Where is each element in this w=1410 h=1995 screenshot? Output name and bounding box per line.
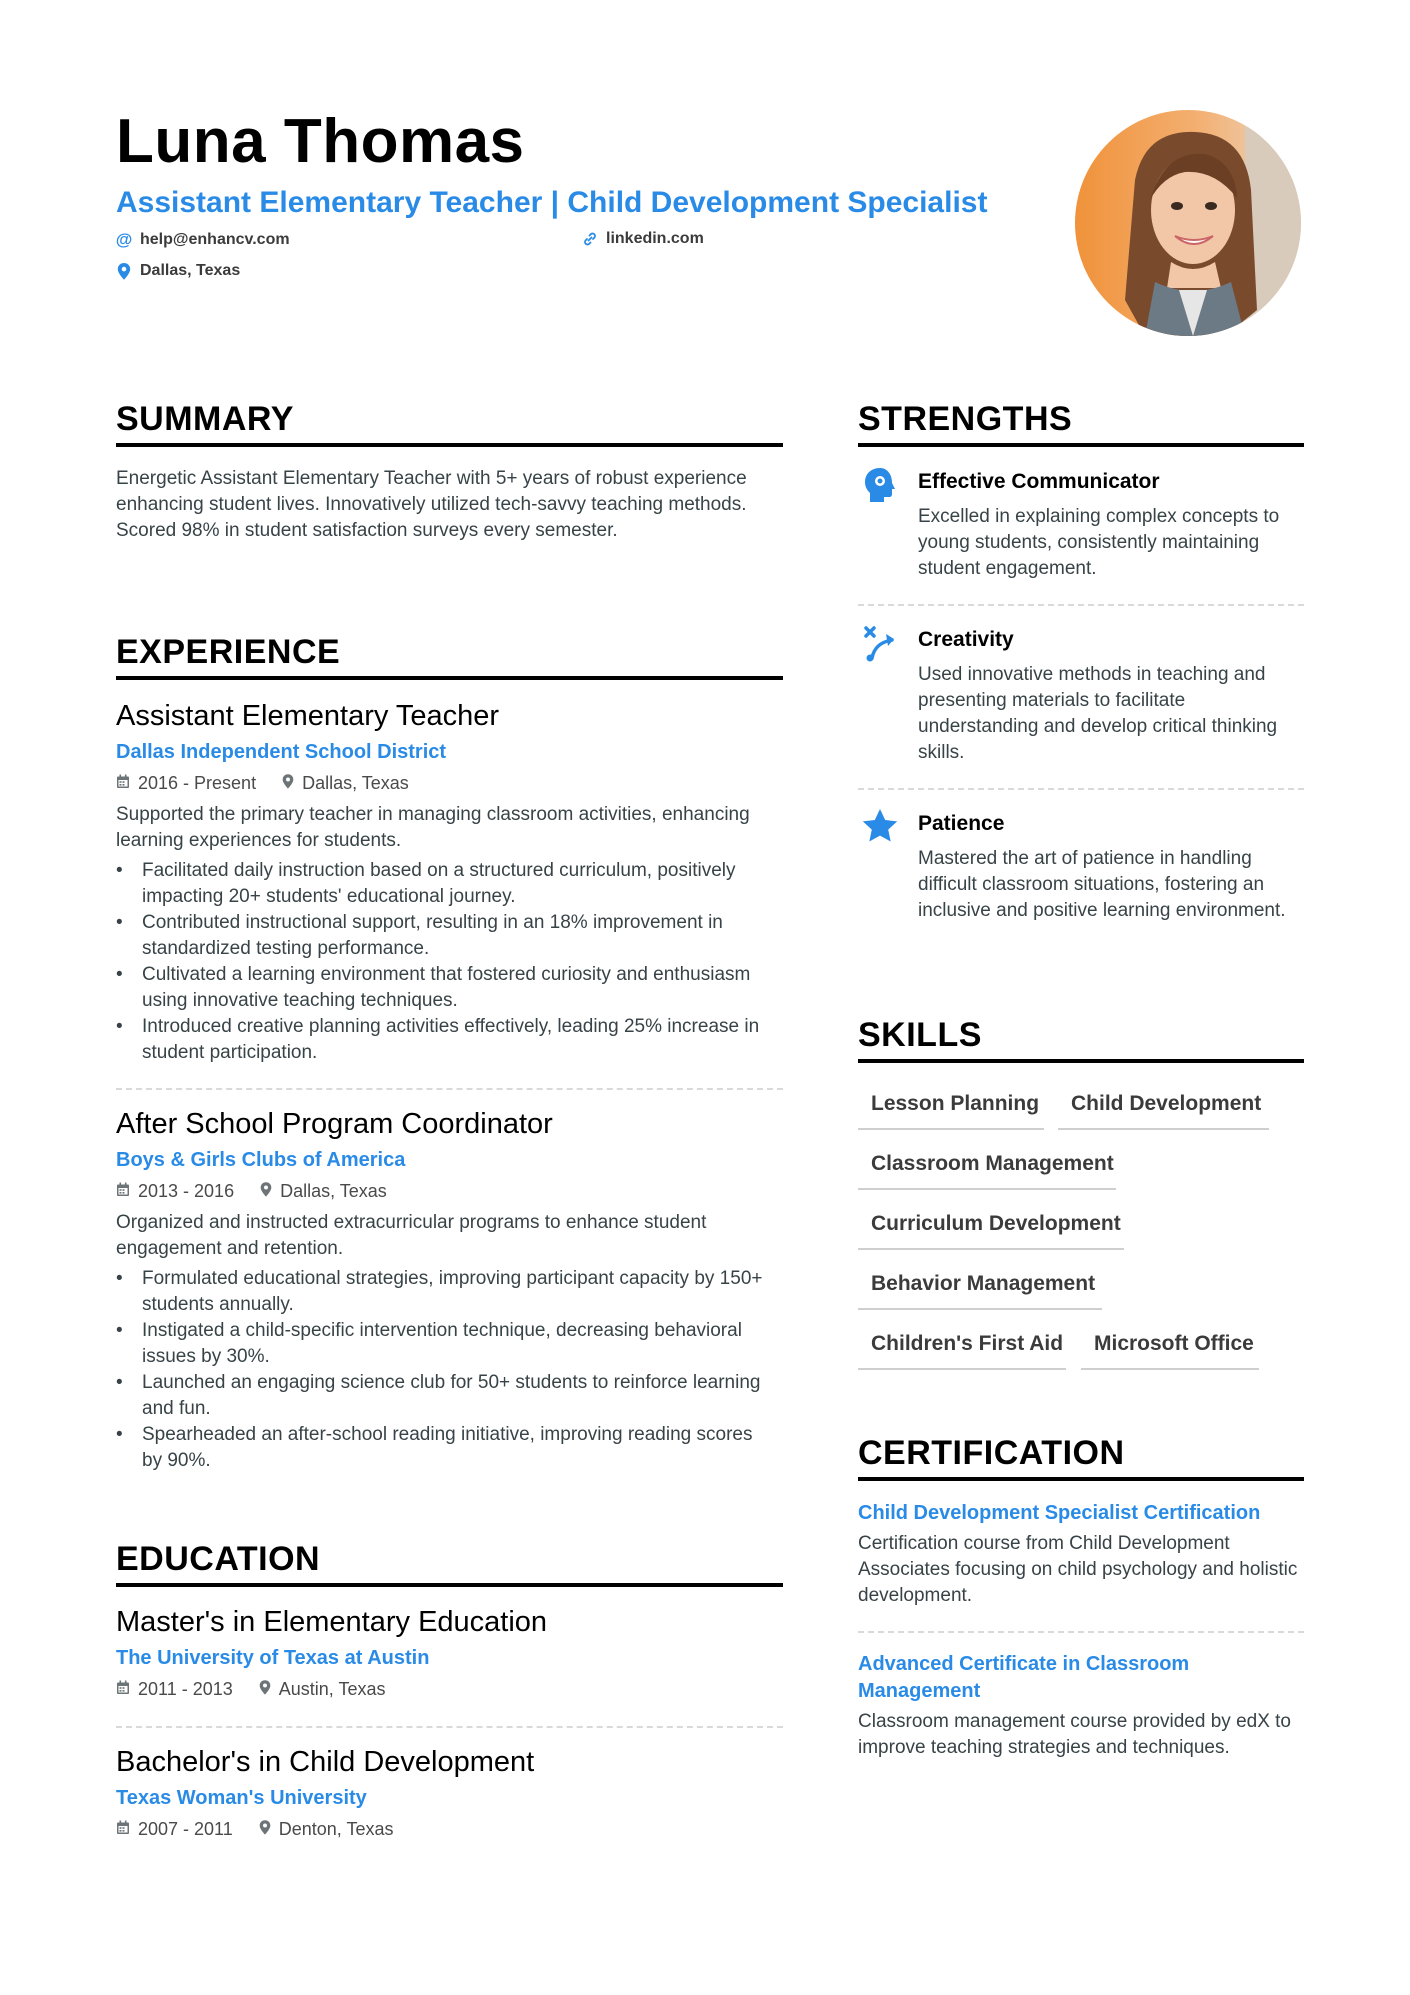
job-title: After School Program Coordinator: [116, 1108, 553, 1140]
section-rule: [116, 443, 783, 447]
strength-title: Patience: [918, 812, 1005, 835]
job-bullets: [116, 1266, 776, 1474]
certification-title: Child Development Specialist Certification: [858, 1502, 1261, 1524]
section-title-experience: EXPERIENCE: [116, 633, 341, 671]
job-title: Assistant Elementary Teacher: [116, 700, 500, 732]
skill-tag: Lesson Planning: [858, 1092, 1044, 1130]
education-location: Austin, Texas: [278, 1679, 386, 1699]
job-meta: [116, 773, 783, 794]
job-bullets: [116, 858, 776, 1066]
skill-tag: Curriculum Development: [858, 1212, 1124, 1250]
section-rule: [858, 1059, 1304, 1063]
bullet-item: • Contributed instructional support, resulting in an 18% improvement in standardized testing performance.: [116, 910, 776, 962]
contact-email[interactable]: [116, 230, 290, 250]
calendar-icon: [116, 1680, 130, 1700]
section-rule: [116, 1583, 783, 1587]
education-entry: [116, 1746, 783, 1840]
education-dates: 2011 - 2013: [138, 1679, 233, 1699]
section-title-skills: SKILLS: [858, 1016, 982, 1054]
contact-linkedin[interactable]: [582, 230, 704, 248]
bullet-item: • Formulated educational strategies, improving participant capacity by 150+ students annually.: [116, 1266, 776, 1318]
location-pin-icon: [260, 1182, 272, 1202]
degree-title: Master's in Elementary Education: [116, 1606, 548, 1638]
bullet-item: • Spearheaded an after-school reading initiative, improving reading scores by 90%.: [116, 1422, 776, 1474]
job-description: Supported the primary teacher in managing classroom activities, enhancing learning experiences for students.: [116, 804, 750, 851]
summary-text: Energetic Assistant Elementary Teacher with 5+ years of robust experience enhancing student lives. Innovatively utilized tech-savvy teaching methods. Scored 98% in student satisfaction surveys every semester.: [116, 468, 747, 541]
section-title-strengths: STRENGTHS: [858, 400, 1073, 438]
at-icon: @: [115, 230, 133, 249]
strategy-icon: [862, 624, 900, 662]
certification-text: Certification course from Child Development Associates focusing on child psychology and holistic development.: [858, 1533, 1298, 1606]
star-icon: [862, 808, 900, 846]
bullet-item: • Cultivated a learning environment that fostered curiosity and enthusiasm using innovative teaching techniques.: [116, 962, 776, 1014]
location-text: Dallas, Texas: [140, 262, 241, 279]
entry-divider: [116, 1726, 783, 1728]
email-text: help@enhancv.com: [140, 231, 290, 248]
education-dates: 2007 - 2011: [138, 1819, 233, 1839]
strength-item: [918, 628, 1308, 766]
school-name: Texas Woman's University: [116, 1787, 367, 1809]
entry-divider: [858, 604, 1304, 606]
experience-entry: [116, 700, 783, 1066]
certification-text: Classroom management course provided by edX to improve teaching strategies and techniques.: [858, 1711, 1292, 1758]
skill-tag: Children's First Aid: [858, 1332, 1066, 1370]
experience-entry: [116, 1108, 783, 1474]
bullet-item: • Introduced creative planning activities effectively, leading 25% increase in student participation.: [116, 1014, 776, 1066]
school-name: The University of Texas at Austin: [116, 1647, 430, 1669]
section-title-certification: CERTIFICATION: [858, 1434, 1125, 1472]
company-name: Dallas Independent School District: [116, 741, 447, 763]
certification-item: [858, 1500, 1304, 1609]
section-rule: [116, 676, 783, 680]
job-location: Dallas, Texas: [302, 773, 409, 793]
education-entry: [116, 1606, 783, 1700]
bullet-item: • Facilitated daily instruction based on a structured curriculum, positively impacting 20+ students' educational journey.: [116, 858, 776, 910]
location-pin-icon: [282, 774, 294, 794]
entry-divider: [858, 1631, 1304, 1633]
contact-location: [116, 262, 240, 280]
strength-title: Effective Communicator: [918, 470, 1160, 493]
location-pin-icon: [116, 263, 132, 280]
entry-divider: [116, 1088, 783, 1090]
profile-photo: [1075, 110, 1301, 336]
job-location: Dallas, Texas: [280, 1181, 387, 1201]
bullet-item: • Launched an engaging science club for 50+ students to reinforce learning and fun.: [116, 1370, 776, 1422]
location-pin-icon: [259, 1820, 271, 1840]
degree-title: Bachelor's in Child Development: [116, 1746, 535, 1778]
strength-text: Used innovative methods in teaching and presenting materials to facilitate understanding and develop critical thinking skills.: [918, 664, 1278, 763]
location-pin-icon: [259, 1680, 271, 1700]
entry-divider: [858, 788, 1304, 790]
skill-tag: Behavior Management: [858, 1272, 1102, 1310]
skill-tag: Classroom Management: [858, 1152, 1116, 1190]
job-description: Organized and instructed extracurricular programs to enhance student engagement and retention.: [116, 1212, 707, 1259]
strength-item: [918, 812, 1308, 924]
job-dates: 2016 - Present: [138, 773, 257, 793]
calendar-icon: [116, 1182, 130, 1202]
candidate-name: Luna Thomas: [116, 107, 525, 176]
education-meta: [116, 1819, 783, 1840]
strength-item: [918, 470, 1308, 582]
calendar-icon: [116, 774, 130, 794]
job-dates: 2013 - 2016: [138, 1181, 235, 1201]
section-title-education: EDUCATION: [116, 1540, 321, 1578]
job-meta: [116, 1181, 783, 1202]
bullet-item: • Instigated a child-specific intervention technique, decreasing behavioral issues by 30%.: [116, 1318, 776, 1370]
candidate-headline: Assistant Elementary Teacher | Child Development Specialist: [116, 186, 988, 219]
section-rule: [858, 1477, 1304, 1481]
linkedin-text: linkedin.com: [606, 230, 704, 247]
section-rule: [858, 443, 1304, 447]
strength-text: Mastered the art of patience in handling difficult classroom situations, fostering an inclusive and positive learning environment.: [918, 848, 1286, 921]
certification-title: Advanced Certificate in Classroom Management: [858, 1653, 1190, 1702]
education-meta: [116, 1679, 783, 1700]
strength-text: Excelled in explaining complex concepts to young students, consistently maintaining student engagement.: [918, 506, 1280, 579]
skill-tag: Child Development: [1058, 1092, 1269, 1130]
education-location: Denton, Texas: [278, 1819, 394, 1839]
skill-tag: Microsoft Office: [1081, 1332, 1259, 1370]
section-title-summary: SUMMARY: [116, 400, 294, 438]
company-name: Boys & Girls Clubs of America: [116, 1149, 406, 1171]
calendar-icon: [116, 1820, 130, 1840]
head-icon: [862, 466, 900, 504]
link-icon: [582, 231, 598, 247]
strength-title: Creativity: [918, 628, 1014, 651]
certification-item: [858, 1651, 1304, 1761]
